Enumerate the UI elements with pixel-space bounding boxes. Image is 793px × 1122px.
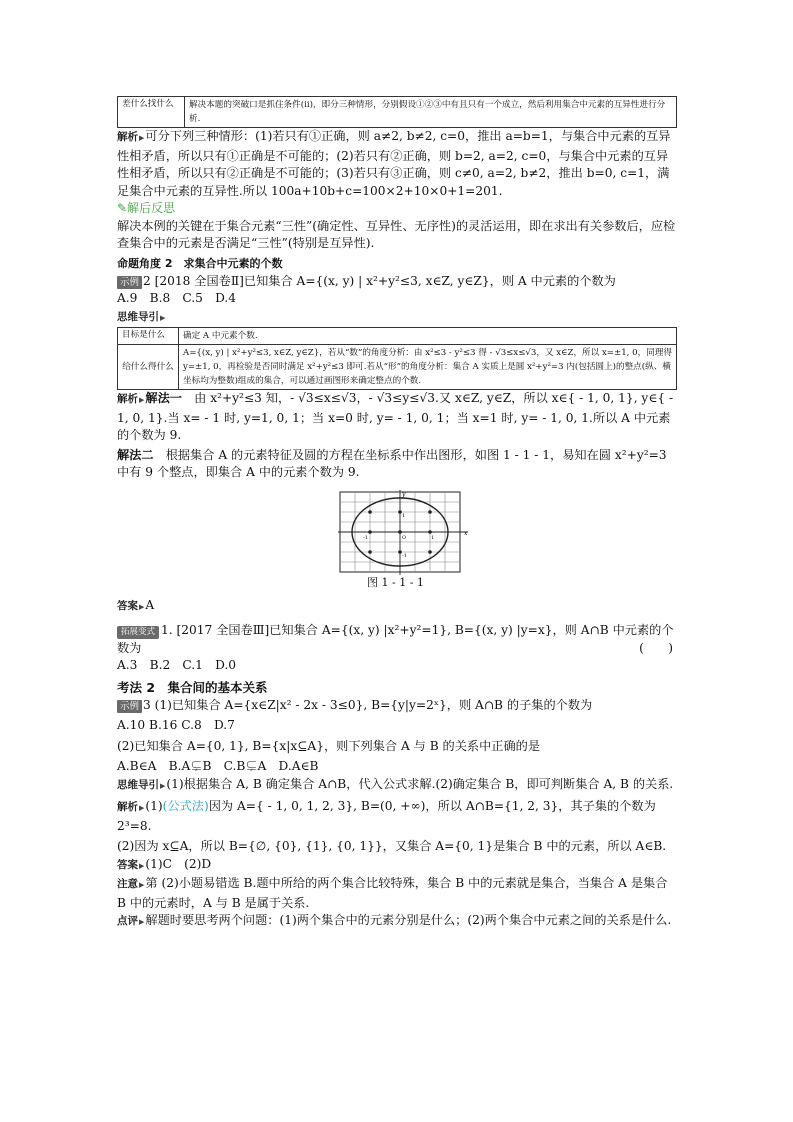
guide-table-r1-head: 目标是什么: [118, 328, 179, 345]
reflect-title: ✎解后反思: [117, 201, 176, 215]
guide-2: 思维导引▶: [117, 310, 166, 323]
origin-label: O: [402, 534, 407, 541]
axis-x-label: x: [464, 529, 468, 537]
example-3-q1-options: A.10 B.16 C.8 D.7: [117, 718, 235, 732]
solution-1: [117, 128, 677, 200]
guide-table-r1-content: 确定 A 中元素个数.: [179, 328, 677, 345]
example-2: 示例 2 [2018 全国卷Ⅱ]已知集合 A={(x, y) | x²+y²≤3, x∈Z, y∈Z}，则 A 中元素的个数为: [117, 273, 677, 291]
tick-x-pos: 1: [431, 534, 435, 541]
top-table-header: 差什么找什么: [118, 97, 185, 128]
arrow-icon: ▶: [139, 134, 145, 142]
arrow-icon: ▶: [139, 918, 145, 926]
extension-1: 拓展变式 1. [2017 全国卷Ⅲ]已知集合 A={(x, y) |x²+y²=1}, B={(x, y) |y=x}，则 A∩B 中元素的个数为 ( ): [117, 622, 677, 657]
arrow-icon: ▶: [139, 396, 145, 404]
guide-table-r2-head: 给什么得什么: [118, 345, 179, 390]
guide-3: 思维导引▶(1)根据集合 A, B 确定集合 A∩B，代入公式求解.(2)确定集合 B，即可判断集合 A, B 的关系.: [117, 776, 674, 791]
solution-3-p2: (2)因为 x⊆A，所以 B={∅, {0}, {1}, {0, 1}}，又集合 A={0, 1}是集合 B 中的元素，所以 A∈B.: [117, 839, 667, 853]
example-3-q1: 示例 3 (1)已知集合 A={x∈Z|x² - 2x - 3≤0}, B={y|y=2ˣ}，则 A∩B 的子集的个数为: [117, 697, 677, 715]
arrow-icon: ▶: [139, 861, 145, 870]
circle-grid-figure: [338, 490, 473, 575]
example-2-options: A.9 B.8 C.5 D.4: [117, 291, 237, 305]
figure-caption: 图 1 - 1 - 1: [367, 575, 424, 589]
method-2: 解法二 根据集合 A 的元素特征及圆的方程在坐标系中作出图形，如图 1 - 1 - 1，易知在圆 x²+y²=3 中有 9 个整点，即集合 A 中的元素个数为 9.: [117, 447, 667, 479]
arrow-icon: ▶: [139, 881, 145, 889]
top-table: [117, 96, 677, 128]
angle-2-title: 命题角度 2 求集合中元素的个数: [117, 256, 283, 270]
example-3-q2-options: A.B∈A B.A⊊B C.B⊊A D.A∈B: [117, 759, 319, 773]
method-1: 解析▶解法一 由 x²+y²≤3 知，- √3≤x≤√3，- √3≤y≤√3.又 x∈Z, y∈Z，所以 x∈{ - 1, 0, 1}, y∈{ - 1, 0, 1}.当 x= - 1 时, y=1, 0, 1；当 x=0 时, y= - 1, 0, 1；当 x=1 时, y= - 1, 0, 1.所以 A 中元素的个数为 9.: [117, 391, 674, 442]
tick-y-pos: 1: [402, 512, 406, 519]
arrow-icon: ▶: [139, 804, 145, 812]
solution-tag: 解析▶: [117, 131, 145, 143]
comment: 点评▶解题时要思考两个问题：(1)两个集合中的元素分别是什么；(2)两个集合中元素之间的关系是什么.: [117, 913, 672, 927]
arrow-icon: ▶: [139, 602, 145, 611]
extension-options: A.3 B.2 C.1 D.0: [117, 658, 237, 672]
reflect-text: 解决本例的关键在于集合元素“三性”(确定性、互异性、无序性)的灵活运用，即在求出有关参数后，应检查集合中的元素是否满足“三性”(特别是互异性).: [117, 218, 676, 250]
figure-circle-grid: [338, 490, 473, 575]
solution-1-text: 可分下列三种情形：(1)若只有①正确，则 a≠2, b≠2, c=0，推出 a=b=1，与集合中元素的互异性相矛盾，所以只有①正确是不可能的；(2)若只有②正确，则 b=2, a=2, c=0，与集合中元素的互异性相矛盾，所以只有②正确是不可能的；(3)若只有③正确，则 c≠0, a=2, b≠2，推出 b=0, c=1，满足集合中元素的互异性.所以 100a+10b+c=100×2+10×0+1=201.: [117, 129, 671, 198]
tick-x-neg: -1: [363, 534, 368, 541]
solution-3-p1: 解析▶(1)(公式法)因为 A={ - 1, 0, 1, 2, 3}, B=(0, +∞)，所以 A∩B={1, 2, 3}，其子集的个数为 2³=8.: [117, 799, 656, 833]
top-table-content: 解决本题的突破口是抓住条件(ii)，即分三种情形，分别假设①②③中有且只有一个成立，然后利用集合中元素的互异性进行分析.: [185, 97, 677, 128]
answer-1: 答案▶A: [117, 597, 155, 612]
guide-table: [117, 327, 677, 390]
axis-y-label: y: [402, 490, 406, 498]
tick-y-neg: -1: [402, 552, 407, 559]
answer-3: 答案▶(1)C (2)D: [117, 856, 212, 871]
page-content: [117, 96, 677, 932]
method-2-title: 考法 2 集合间的基本关系: [117, 679, 268, 695]
extension-badge: 拓展变式: [117, 626, 159, 639]
arrow-icon: ▶: [160, 781, 166, 790]
example-badge: 示例: [117, 276, 142, 289]
pen-icon: ✎: [117, 201, 128, 215]
example-badge: 示例: [117, 700, 142, 713]
arrow-icon: ▶: [160, 313, 166, 322]
note: 注意▶第 (2)小题易错选 B.题中所给的两个集合比较特殊，集合 B 中的元素就是集合，当集合 A 是集合 B 中的元素时，A 与 B 是属于关系.: [117, 876, 668, 910]
guide-table-r2-content: A={(x, y) | x²+y²≤3, x∈Z, y∈Z}，若从“数”的角度分析：由 x²≤3 - y²≤3 得 - √3≤x≤√3，又 x∈Z，所以 x=±1, 0，同理得 y=±1, 0，再检验是否同时满足 x²+y²≤3 即可.若从“形”的角度分析：集合 A 实质上是圆 x²+y²=3 内(包括圆上)的整点(纵、横坐标均为整数)组成的集合，可以通过画图形来确定整点的个数.: [179, 345, 677, 390]
example-3-q2: (2)已知集合 A={0, 1}, B={x|x⊆A}，则下列集合 A 与 B 的关系中正确的是: [117, 738, 541, 753]
formula-method-highlight: (公式法): [162, 799, 209, 813]
answer-paren: ( ): [639, 640, 673, 655]
